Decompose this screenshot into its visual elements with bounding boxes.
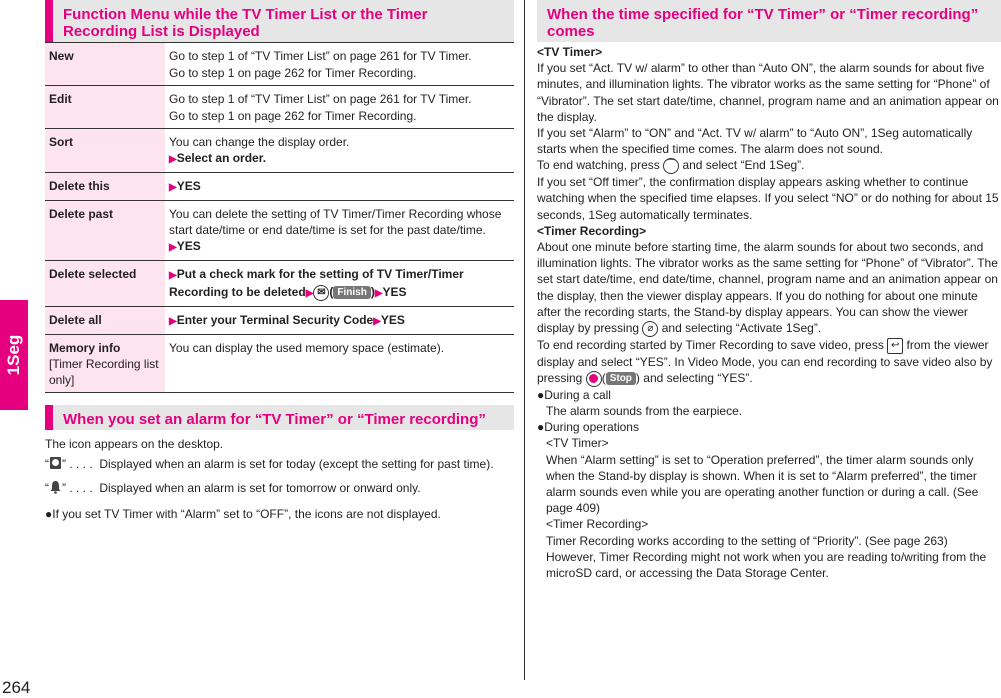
menu-key-memory-info [45,335,165,393]
menu-desc [165,307,514,335]
paragraph: The alarm sounds from the earpiece. [546,403,743,418]
menu-key-label: Memory info [49,341,121,355]
text: and select “End 1Seg”. [682,158,805,173]
finish-softkey: Finish [333,286,370,299]
paragraph: When “Alarm setting” is set to “Operation preferred”, the timer alarm sounds only when the Stand-by display is shown. When it is set to “Alarm preferred”, the timer alarm sounds even while you are operating another function or during a call. (See page 409) [546,452,979,516]
time-section-heading: When the time specified for “TV Timer” or “Timer recording” comes [537,0,1001,42]
alarm-today-icon [49,456,62,474]
desc-line: Go to step 1 of “TV Timer List” on page 261 for TV Timer. [169,92,472,106]
clear-key-icon: ↩ [887,338,903,354]
function-menu-table [45,42,514,393]
alarm-heading: When you set an alarm for “TV Timer” or “Timer recording” [45,405,514,430]
side-tab-label: 1Seg [4,334,23,376]
menu-desc [165,129,514,173]
paragraph: Timer Recording works according to the setting of “Priority”. (See page 263) However, Timer Recording might not work when you are reading to/writing from the microSD card, or accessing the Data Storage Center. [546,533,987,580]
table-row [45,86,514,129]
action-text: Select an order. [176,151,267,165]
text: and selecting “YES”. [643,370,753,385]
menu-desc [165,335,514,393]
action-text: YES [176,179,201,193]
desc-line: Go to step 1 on page 262 for Timer Recording. [169,109,417,123]
call-bullet [537,387,1001,403]
menu-key-delete-selected: Delete selected [45,261,165,307]
alarm-note [45,506,514,522]
desc-line: You can delete the setting of TV Timer/Timer Recording whose start date/time or end date/time is set for the past date/time. [169,207,502,237]
paragraph: If you set “Act. TV w/ alarm” to other than “Auto ON”, the alarm sounds for about five minutes, and illumination lights. The vibrator works as the same setting for “Phone” of “Vibrator”. The set start date/time, channel, program name and an animation appear on the display. [537,61,999,124]
action-text: YES [176,239,201,253]
timer-rec-label: <Timer Recording> [537,223,647,238]
sub-label: <Timer Recording> [546,517,649,532]
table-row [45,335,514,393]
note-text: If you set TV Timer with “Alarm” set to “OFF”, the icons are not displayed. [52,507,441,521]
paragraph [537,239,1001,337]
alarm-body [45,436,514,522]
tv-timer-label: <TV Timer> [537,45,603,59]
text: from the viewer display and select “YES”. In Video Mode, you can end recording to save video also by pressing [537,337,993,385]
text: To end watching, press [537,158,660,173]
bullet-icon: ● [537,420,545,435]
step-arrow-icon: ▶ [169,154,177,165]
menu-desc [165,173,514,201]
side-tab [0,300,28,410]
desc-line: You can display the used memory space (estimate). [169,341,445,355]
time-section-body [537,42,1001,581]
function-menu-heading: Function Menu while the TV Timer List or the Timer Recording List is Displayed [45,0,514,42]
step-arrow-icon: ▶ [373,316,381,327]
alarm-later-icon [49,480,62,498]
action-text: YES [380,313,405,327]
menu-key-delete-past: Delete past [45,201,165,261]
menu-key-delete-this: Delete this [45,173,165,201]
mail-key-icon: ✉ [313,285,329,301]
icon-description: Displayed when an alarm is set for tomorrow or onward only. [99,481,421,496]
menu-desc: ▶Put a check mark for the setting of TV Timer/Timer Recording to be deleted▶ ✉ ( Finish )▶YES [165,261,514,307]
menu-key-sort: Sort [45,129,165,173]
ops-bullet [537,419,1001,435]
desc-line: You can change the display order. [169,135,350,149]
table-row [45,43,514,86]
left-column [45,0,514,522]
step-arrow-icon: ▶ [169,270,177,281]
desc-line: Go to step 1 on page 262 for Timer Recording. [169,66,417,80]
text: and selecting “Activate 1Seg”. [661,321,822,336]
table-row [45,173,514,201]
alarm-intro: The icon appears on the desktop. [45,437,224,451]
stop-softkey: Stop [606,372,636,385]
step-arrow-icon: ▶ [305,288,314,299]
paragraph: To end recording started by Timer Recording to save video, press ↩ from the viewer display and select “YES”. In Video Mode, you can end recording to save video also by pressing ( Stop ) and selecting “YES”. [537,337,993,385]
step-arrow-icon: ▶ [169,316,177,327]
column-divider [524,0,525,680]
step-arrow-icon: ▶ [169,182,177,193]
paragraph: If you set “Off timer”, the confirmation display appears asking whether to continue watching when the specified time elapses. If you select “NO” or do nothing for about 15 seconds, 1Seg automatically terminates. [537,175,999,222]
table-row [45,261,514,307]
action-text: YES [382,285,407,299]
paragraph: If you set “Alarm” to “ON” and “Act. TV w/ alarm” to “Auto ON”, 1Seg automatically starts when the specified time comes. The alarm does not sound. [537,126,973,157]
desc-line: Go to step 1 of “TV Timer List” on page 261 for TV Timer. [169,49,472,63]
table-row [45,201,514,261]
table-row [45,307,514,335]
record-key-icon [586,371,602,387]
action-text: Enter your Terminal Security Code [176,313,374,327]
paragraph [537,157,1001,174]
sub-label: <TV Timer> [546,436,609,451]
bullet-text: During operations [544,420,639,435]
menu-desc [165,43,514,86]
menu-key-edit: Edit [45,86,165,129]
right-column [537,0,1001,581]
text: About one minute before starting time, the alarm sounds for about two seconds, and illumination lights. The vibrator works as the same setting for “Phone” of “Vibrator”. The set start date/time, end date/time, channel, program name and an animation appear on the display, then the viewer display appears. If you do nothing for about one minute after the recording starts, the Stand-by display appears. You can show the viewer display by pressing [537,240,998,336]
icon-description: Displayed when an alarm is set for today (except the setting for past time). [99,457,494,472]
text: To end recording started by Timer Recording to save video, press [537,337,884,352]
bullet-text: During a call [544,387,611,402]
table-row [45,129,514,173]
menu-key-note: [Timer Recording list only] [49,357,159,387]
step-arrow-icon: ▶ [169,242,177,253]
tv-key-icon: ⌀ [642,321,658,337]
step-arrow-icon: ▶ [374,288,383,299]
bullet-icon: ● [537,387,545,402]
action-text: Put a check mark for the setting of TV Timer/Timer Recording to be deleted [169,267,464,299]
icon-line: “ ” . . . . Displayed when an alarm is set for tomorrow or onward only. [45,480,514,498]
end-call-key-icon: ⌒ [663,158,679,174]
menu-key-new: New [45,43,165,86]
menu-key-delete-all: Delete all [45,307,165,335]
icon-line: “ ” . . . . Displayed when an alarm is set for today (except the setting for past time). [45,456,514,474]
menu-desc [165,86,514,129]
bullet-icon: ● [45,507,53,521]
page-number: 264 [2,678,31,697]
menu-desc [165,201,514,261]
